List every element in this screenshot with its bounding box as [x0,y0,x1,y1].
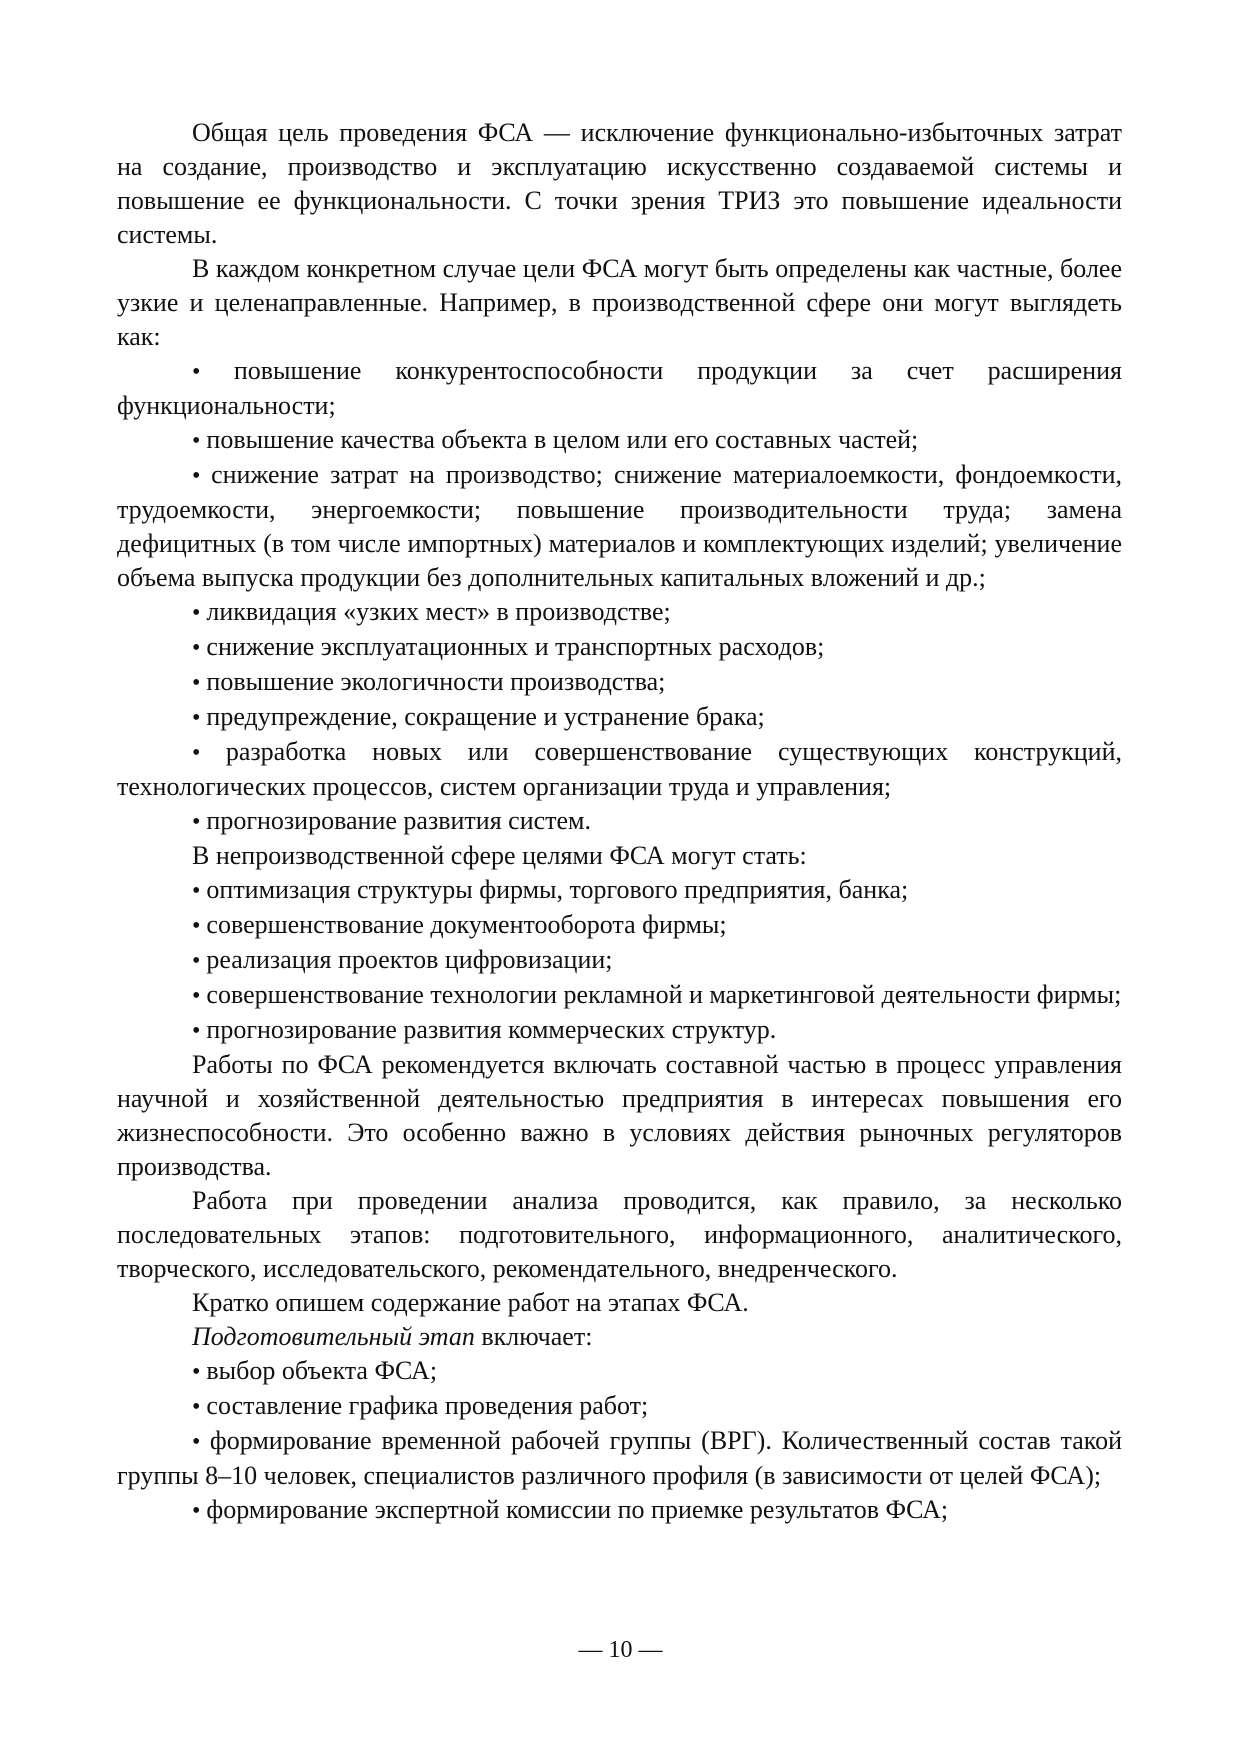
bullet-item [117,873,1122,908]
bullet-item [117,1493,1122,1528]
bullet-text: выбор объекта ФСА; [206,1356,438,1385]
bullet-item [117,700,1122,735]
bullet-text: снижение затрат на производство; снижение материалоемкости, фондоемкости, трудоемкости, энергоемкости; повышение производительности труда; замена дефицитных (в том числе импортных) материалов и комплектующих изделий; увеличение объема выпуска продукции без дополнительных капитальных вложений и др.; [117,460,1123,592]
bullet-text: формирование временной рабочей группы (ВРГ). Количественный состав такой группы 8–10 человек, специалистов различного профиля (в зависимости от целей ФСА); [117,1426,1122,1490]
bullet-icon: • [192,983,207,1009]
bullet-icon: • [192,600,207,626]
bullet-item [117,1389,1122,1424]
bullet-icon: • [192,913,207,939]
bullet-text: реализация проектов цифровизации; [206,945,613,974]
bullet-icon: • [192,1394,207,1420]
bullet-item [117,1424,1122,1493]
bullet-text: прогнозирование развития коммерческих структур. [206,1015,777,1044]
paragraph-text: включает: [474,1322,593,1351]
bullet-item [117,354,1122,423]
bullet-text: прогнозирование развития систем. [206,806,592,835]
bullet-item [117,1013,1122,1048]
paragraph: В каждом конкретном случае цели ФСА могут быть определены как частные, более узкие и целенаправленные. Например, в производственной сфере они могут выглядеть как: [117,254,1122,351]
bullet-item [117,665,1122,700]
bullet-icon: • [192,878,207,904]
bullet-item [117,735,1122,804]
bullet-text: разработка новых или совершенствование существующих конструкций, технологических процессов, систем организации труда и управления; [117,737,1123,801]
bullet-item [117,423,1122,458]
bullet-icon: • [192,705,207,731]
bullet-icon: • [192,1359,207,1385]
bullet-icon: • [192,809,207,835]
bullet-item [117,804,1122,839]
bullet-icon: • [192,1018,207,1044]
bullet-text: оптимизация структуры фирмы, торгового предприятия, банка; [206,875,909,904]
bullet-text: составление графика проведения работ; [206,1391,649,1420]
bullet-item [117,978,1122,1013]
bullet-icon: • [192,359,234,385]
bullet-text: формирование экспертной комиссии по приемке результатов ФСА; [206,1495,949,1524]
bullet-icon: • [192,428,207,454]
bullet-text: совершенствование документооборота фирмы; [206,910,727,939]
bullet-text: ликвидация «узких мест» в производстве; [206,597,671,626]
paragraph: Кратко опишем содержание работ на этапах ФСА. [192,1288,749,1317]
bullet-text: повышение экологичности производства; [206,667,666,696]
emphasis-text: Подготовительный этап [192,1322,475,1351]
bullet-item [117,943,1122,978]
bullet-icon: • [192,740,226,766]
bullet-text: повышение конкурентоспособности продукции за счет расширения функциональности; [117,356,1122,420]
bullet-text: совершенствование технологии рекламной и маркетинговой деятельности фирмы; [206,980,1122,1009]
bullet-text: повышение качества объекта в целом или его составных частей; [206,425,919,454]
bullet-item [117,458,1122,595]
bullet-icon: • [192,635,207,661]
paragraph: Работы по ФСА рекомендуется включать составной частью в процесс управления научной и хозяйственной деятельностью предприятия в интересах повышения его жизнеспособности. Это особенно важно в условиях действия рыночных регуляторов производства. [117,1050,1122,1181]
paragraph: Работа при проведении анализа проводится, как правило, за несколько последовательных этапов: подготовительного, информационного, аналитического, творческого, исследовательского, рекомендательного, внедренческого. [117,1186,1122,1283]
bullet-item [117,1354,1122,1389]
page-number: — 10 — [578,1637,663,1663]
bullet-icon: • [192,948,207,974]
bullet-item [117,595,1122,630]
bullet-item [117,630,1122,665]
bullet-item [117,908,1122,943]
paragraph: В непроизводственной сфере целями ФСА могут стать: [192,841,807,870]
bullet-text: снижение эксплуатационных и транспортных расходов; [206,632,825,661]
bullet-icon: • [192,1429,210,1455]
paragraph: Общая цель проведения ФСА — исключение функционально-избыточных затрат на создание, производство и эксплуатацию искусственно создаваемой системы и повышение ее функциональности. С точки зрения ТРИЗ это повышение идеальности системы. [117,118,1122,249]
bullet-icon: • [192,463,212,489]
paragraph [117,1320,1122,1354]
bullet-icon: • [192,1498,207,1524]
bullet-text: предупреждение, сокращение и устранение брака; [206,702,765,731]
bullet-icon: • [192,670,207,696]
page-body [117,116,1122,1528]
